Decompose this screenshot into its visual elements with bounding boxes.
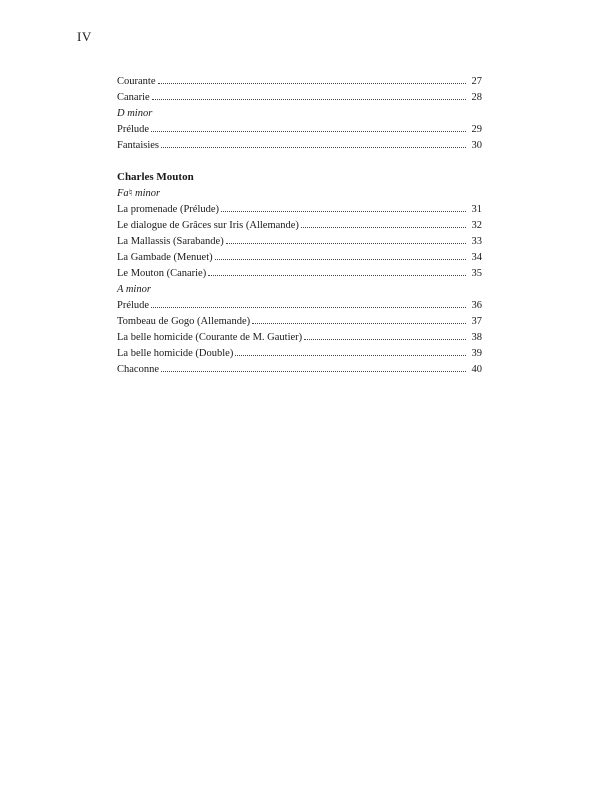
toc-entry — [117, 298, 482, 314]
dot-leader — [252, 322, 466, 324]
dot-leader — [208, 274, 466, 276]
toc-entry-page: 33 — [471, 236, 482, 247]
toc-entry-title: Tombeau de Gogo (Allemande) — [117, 316, 251, 327]
page-number: IV — [77, 29, 92, 44]
toc-entry-title: La belle homicide (Double) — [117, 348, 234, 359]
dot-leader — [226, 242, 466, 244]
toc-entry-page: 34 — [471, 252, 482, 263]
dot-leader — [152, 98, 466, 100]
toc-entry-page: 29 — [471, 124, 482, 135]
toc-entry — [117, 122, 482, 138]
toc-entry-page: 27 — [471, 76, 482, 87]
toc-entry — [117, 234, 482, 250]
dot-leader — [151, 306, 466, 308]
key-heading: D minor — [117, 108, 153, 119]
toc-entry-title: Le dialogue de Grâces sur Iris (Allemande) — [117, 220, 299, 231]
dot-leader — [215, 258, 466, 260]
toc-entry-page: 37 — [471, 316, 482, 327]
dot-leader — [304, 338, 466, 340]
toc-entry-page: 35 — [471, 268, 482, 279]
toc-entry-page: 32 — [471, 220, 482, 231]
dot-leader — [301, 226, 466, 228]
toc-entry-title: La promenade (Prélude) — [117, 204, 220, 215]
toc-entry-page: 39 — [471, 348, 482, 359]
table-of-contents — [117, 74, 482, 378]
toc-entry-title: La Gambade (Menuet) — [117, 252, 213, 263]
key-heading: A minor — [117, 284, 151, 295]
toc-entry-title: Fantaisies — [117, 140, 159, 151]
toc-entry — [117, 138, 482, 154]
toc-entry — [117, 314, 482, 330]
toc-entry-title: Prélude — [117, 124, 150, 135]
dot-leader — [161, 146, 466, 148]
toc-entry-title: La Mallassis (Sarabande) — [117, 236, 224, 247]
composer-heading: Charles Mouton — [117, 171, 194, 183]
toc-entry-page: 40 — [471, 364, 482, 375]
dot-leader — [158, 82, 467, 84]
toc-entry — [117, 250, 482, 266]
key-heading: Fa♮ minor — [117, 188, 161, 199]
toc-entry — [117, 90, 482, 106]
toc-entry-title: Chaconne — [117, 364, 159, 375]
toc-entry-page: 31 — [471, 204, 482, 215]
dot-leader — [235, 354, 466, 356]
dot-leader — [161, 370, 466, 372]
toc-entry-title: Le Mouton (Canarie) — [117, 268, 207, 279]
toc-entry — [117, 202, 482, 218]
toc-entry-title: Prélude — [117, 300, 150, 311]
toc-entry — [117, 218, 482, 234]
dot-leader — [151, 130, 466, 132]
toc-entry — [117, 74, 482, 90]
toc-entry — [117, 266, 482, 282]
toc-entry-page: 28 — [471, 92, 482, 103]
toc-entry-page: 30 — [471, 140, 482, 151]
toc-entry — [117, 346, 482, 362]
toc-entry-title: Canarie — [117, 92, 150, 103]
toc-entry-page: 36 — [471, 300, 482, 311]
toc-entry-page: 38 — [471, 332, 482, 343]
toc-entry — [117, 362, 482, 378]
toc-entry-title: La belle homicide (Courante de M. Gautier) — [117, 332, 303, 343]
toc-entry — [117, 330, 482, 346]
dot-leader — [221, 210, 466, 212]
toc-entry-title: Courante — [117, 76, 156, 87]
